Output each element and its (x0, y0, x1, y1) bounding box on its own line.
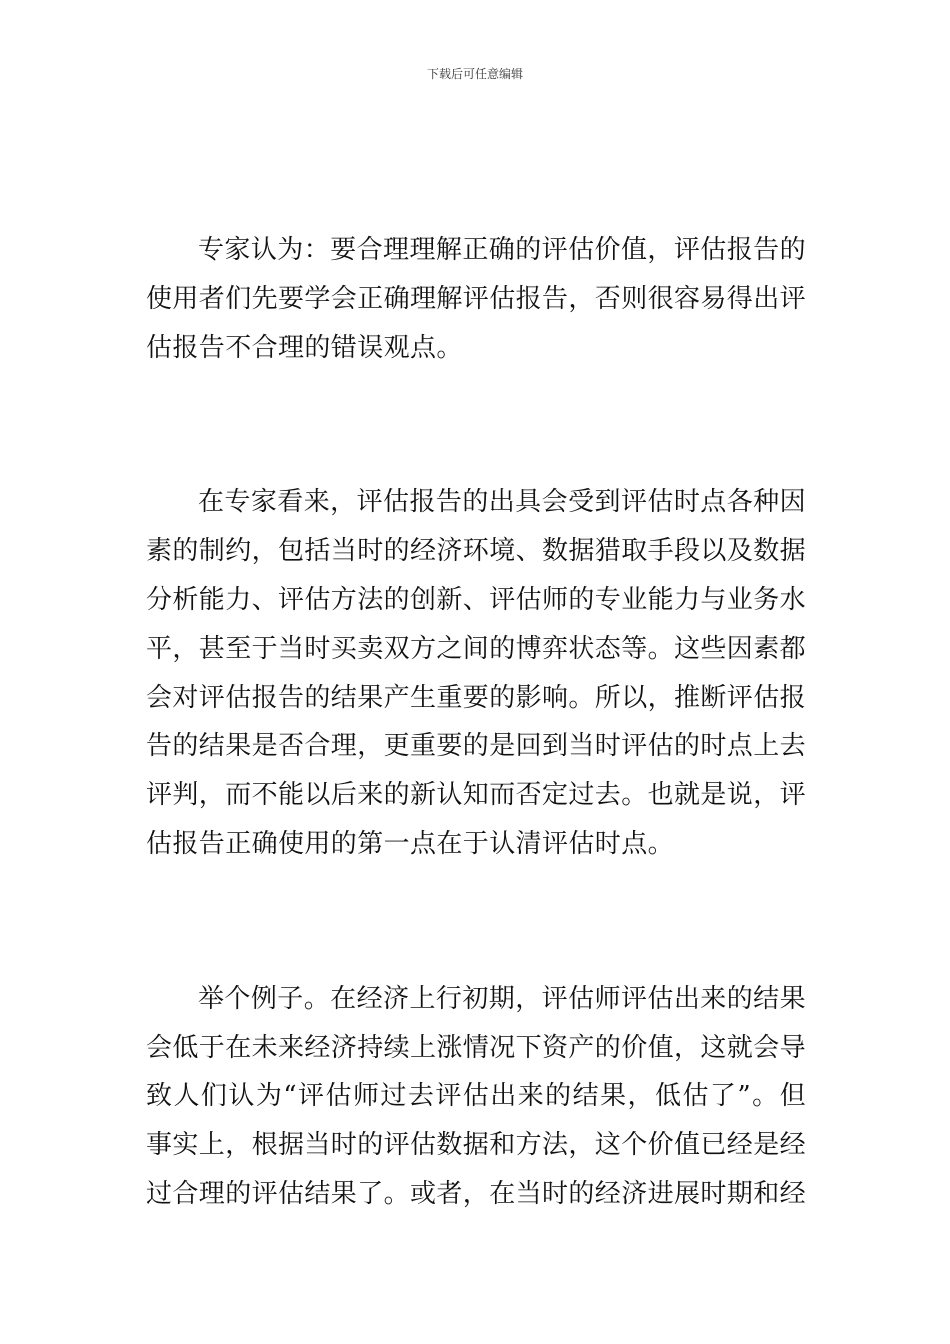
paragraph-1: 专家认为：要合理理解正确的评估价值，评估报告的使用者们先要学会正确理解评估报告，否则很容易得出评估报告不合理的错误观点。 (146, 235, 807, 363)
paragraph-2: 在专家看来，评估报告的出具会受到评估时点各种因素的制约，包括当时的经济环境、数据猎取手段以及数据分析能力、评估方法的创新、评估师的专业能力与业务水平，甚至于当时买卖双方之间的博弈状态等。这些因素都会对评估报告的结果产生重要的影响。所以，推断评估报告的结果是否合理，更重要的是回到当时评估的时点上去评判，而不能以后来的新认知而否定过去。也就是说，评估报告正确使用的第一点在于认清评估时点。 (146, 487, 807, 859)
paragraph-3: 举个例子。在经济上行初期，评估师评估出来的结果会低于在未来经济持续上涨情况下资产的价值，这就会导致人们认为“评估师过去评估出来的结果，低估了”。但事实上，根据当时的评估数据和方法，这个价值已经是经过合理的评估结果了。或者，在当时的经济进展时期和经 (146, 983, 807, 1209)
page-header: 下载后可任意编辑 (426, 67, 523, 81)
document-body (146, 226, 806, 1219)
